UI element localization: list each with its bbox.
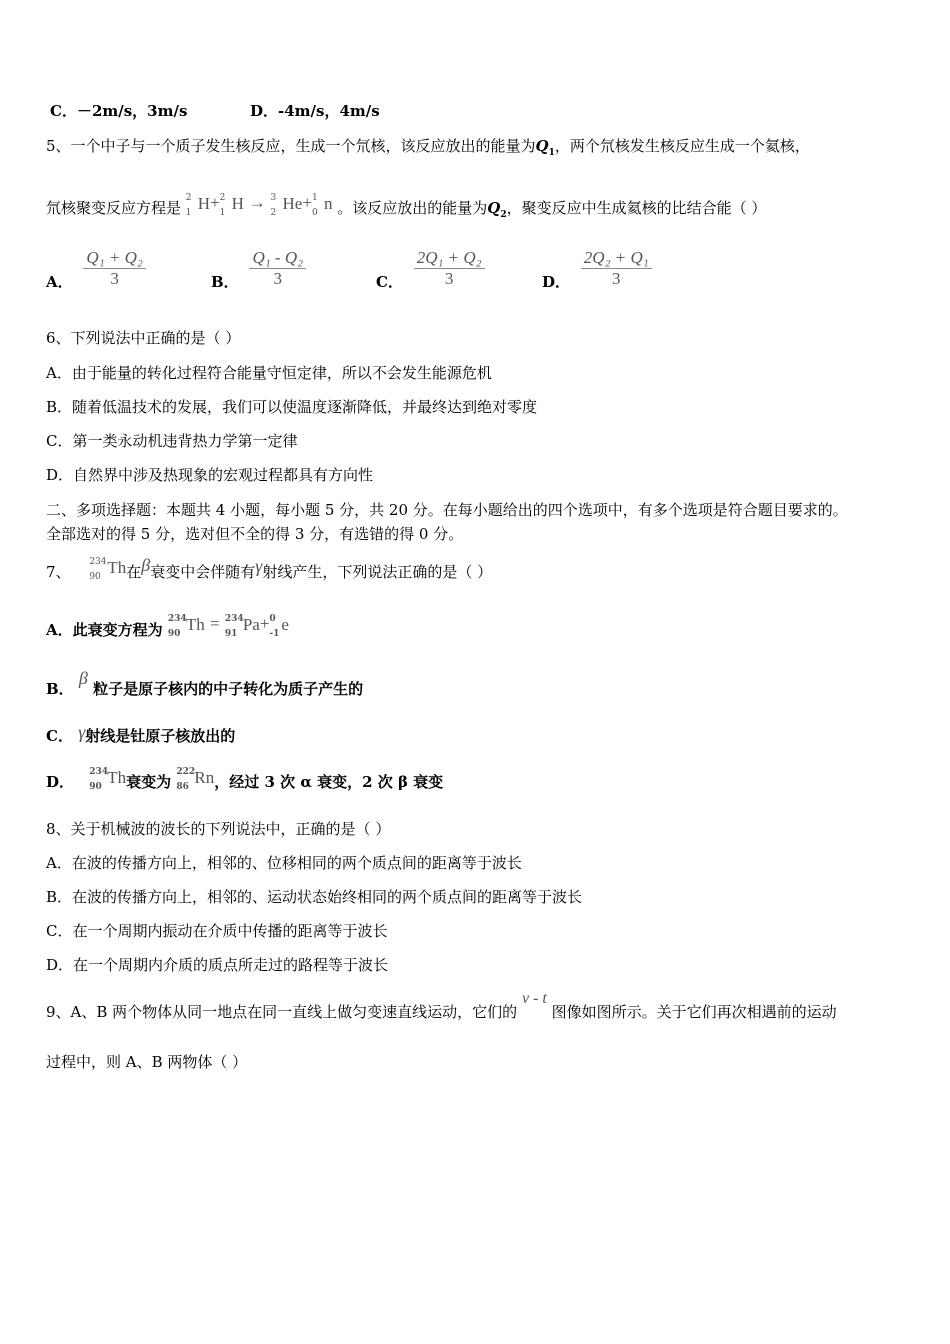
nuclide-rn222: 222 86 Rn: [176, 767, 215, 792]
q8-option-b: B．在波的传播方向上，相邻的、运动状态始终相同的两个质点间的距离等于波长: [46, 888, 583, 906]
q4-option-c: C．－2m/s，3m/s: [50, 102, 188, 120]
option-d-text1: 衰变为: [126, 773, 172, 791]
q6-option-a: A．由于能量的转化过程符合能量守恒定律，所以不会发生能源危机: [46, 364, 492, 382]
nuclide-h2-b: 2 1 H: [219, 192, 244, 218]
q6-stem: 6、下列说法中正确的是（ ）: [46, 329, 241, 347]
nuclide-h2-a: 2 1 H: [185, 192, 211, 218]
fraction: $\frac{\text{2Q₁ + Q₂}}{3}$: [414, 248, 485, 289]
q9-stem-line1: [46, 990, 837, 1023]
option-label: D．: [542, 272, 571, 291]
q6-option-c: C．第一类永动机违背热力学第一定律: [46, 432, 298, 450]
q8-option-a: A．在波的传播方向上，相邻的、位移相同的两个质点间的距离等于波长: [46, 854, 522, 872]
q9-stem-text-b: 图像如图所示。关于它们再次相遇前的运动: [551, 1003, 837, 1021]
q5-q2-symbol: Q: [487, 199, 501, 217]
option-a-label: A．此衰变方程为: [46, 621, 163, 639]
q7-stem: [46, 555, 493, 582]
beta-symbol: β: [78, 668, 88, 688]
q9-stem-line2: 过程中，则 A、B 两物体（ ）: [46, 1053, 248, 1071]
nuclide-he3: 3 2 He: [270, 192, 303, 218]
q7-number: 7、: [46, 563, 71, 581]
nuclide-th234: 234 90 Th: [89, 557, 127, 582]
q6-option-d: D．自然界中涉及热现象的宏观过程都具有方向性: [46, 466, 374, 484]
nuclide-neutron: 1 0 n: [311, 192, 333, 218]
nuclide-th234: 234 90 Th: [89, 767, 127, 792]
option-label: C．: [376, 272, 403, 291]
electron: 0 -1 e: [269, 613, 289, 639]
equals-sign: =: [210, 613, 220, 633]
q5-equation: [185, 192, 333, 218]
q5-option-b: [211, 248, 306, 289]
option-label: B．: [211, 272, 239, 291]
q4-option-d: D．-4m/s，4m/s: [250, 102, 380, 120]
q5-option-a: [46, 248, 146, 289]
q6-option-b: B．随着低温技术的发展，我们可以使温度逐渐降低，并最终达到绝对零度: [46, 398, 538, 416]
q5-q1-symbol: Q: [535, 137, 549, 155]
q8-option-d: D．在一个周期内介质的质点所走过的路程等于波长: [46, 956, 389, 974]
option-c-label: C．: [46, 727, 73, 745]
q7-stem-text-a: 在: [126, 563, 142, 581]
nuclide-th234: 234 90 Th: [167, 613, 205, 639]
plus-sign: +: [259, 613, 270, 633]
q5-option-c: [376, 248, 485, 289]
fraction: $\frac{\text{Q₁ - Q₂}}{3}$: [249, 248, 306, 289]
q5-option-d: [542, 248, 652, 289]
q5-stem-text-b: ，两个氘核发生核反应生成一个氦核，: [554, 137, 810, 155]
reaction-arrow: →: [248, 192, 266, 212]
option-d-label: D．: [46, 773, 75, 791]
vt-symbol: v - t: [521, 990, 547, 1007]
q5-equation-intro: 氘核聚变反应方程是: [46, 199, 182, 217]
q5-stem-line2: [46, 192, 767, 225]
q7-option-d: [46, 767, 444, 792]
q5-q1-sub: 1: [548, 148, 555, 158]
q8-option-c: C．在一个周期内振动在介质中传播的距离等于波长: [46, 922, 388, 940]
q8-stem: 8、关于机械波的波长的下列说法中，正确的是（ ）: [46, 820, 391, 838]
fraction: $\frac{\text{2Q₂ + Q₁}}{3}$: [581, 248, 652, 289]
q7-stem-text-b: 衰变中会伴随有: [150, 563, 256, 581]
option-d-text2: ，经过 3 次 α 衰变，2 次 β 衰变: [214, 773, 444, 791]
q9-stem-text-a: 9、A、B 两个物体从同一地点在同一直线上做匀变速直线运动，它们的: [46, 1003, 518, 1021]
plus-sign: +: [302, 192, 312, 212]
q5-stem-line1: [46, 136, 810, 163]
q7-option-b: [46, 668, 364, 699]
option-b-label: B．: [46, 680, 74, 698]
fraction: $\frac{\text{Q₁ + Q₂}}{3}$: [83, 248, 145, 289]
option-c-text: 射线是钍原子核放出的: [85, 727, 236, 745]
q5-q2-sub: 2: [500, 210, 507, 220]
q5-stem-text: 5、一个中子与一个质子发生核反应，生成一个氘核，该反应放出的能量为: [46, 137, 536, 155]
q5-question-text: ，聚变反应中生成氦核的比结合能（ ）: [506, 199, 767, 217]
section2-instructions-line2: 全部选对的得 5 分，选对但不全的得 3 分，有选错的得 0 分。: [46, 525, 464, 543]
q7-option-a: [46, 613, 289, 640]
gamma-symbol: γ: [255, 556, 263, 576]
option-b-text: 粒子是原子核内的中子转化为质子产生的: [93, 680, 364, 698]
decay-equation: [167, 613, 289, 639]
q7-stem-text-c: 射线产生，下列说法正确的是（ ）: [262, 563, 493, 581]
gamma-symbol: γ: [78, 722, 86, 742]
section2-instructions-line1: 二、多项选择题：本题共 4 小题，每小题 5 分，共 20 分。在每小题给出的四个选项中，有多个选项是符合题目要求的。: [46, 501, 848, 519]
nuclide-pa234: 234 91 Pa: [224, 613, 260, 639]
plus-sign: +: [210, 192, 220, 212]
beta-symbol: β: [141, 555, 151, 575]
q7-option-c: [46, 722, 236, 746]
q5-energy-text: 。该反应放出的能量为: [337, 199, 488, 217]
option-label: A．: [46, 272, 73, 291]
